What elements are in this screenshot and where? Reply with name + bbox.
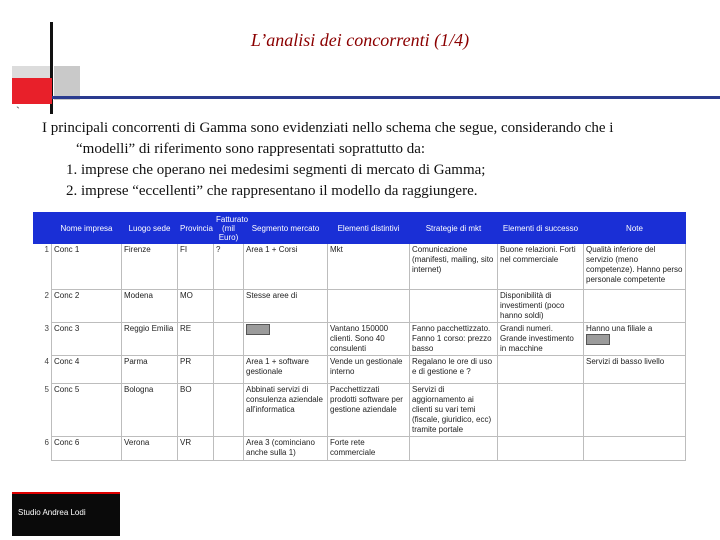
table-cell bbox=[328, 290, 410, 323]
table-cell bbox=[584, 290, 686, 323]
table-row bbox=[34, 384, 686, 437]
table-cell: Conc 3 bbox=[52, 323, 122, 356]
table-cell: Area 1 + software gestionale bbox=[244, 356, 328, 384]
table-cell: FI bbox=[178, 244, 214, 290]
table-cell bbox=[498, 384, 584, 437]
table-cell: Conc 5 bbox=[52, 384, 122, 437]
table-cell: Fanno pacchettizzato. Fanno 1 corso: prezzo basso bbox=[410, 323, 498, 356]
table-cell-text: Hanno una filiale a bbox=[586, 324, 653, 333]
table-header-cell: Luogo sede bbox=[122, 213, 178, 244]
slide-title: L’analisi dei concorrenti (1/4) bbox=[250, 30, 470, 50]
table-cell: Vende un gestionale interno bbox=[328, 356, 410, 384]
table-cell: Parma bbox=[122, 356, 178, 384]
table-cell: Qualità inferiore del servizio (meno competenze). Hanno perso personale competente bbox=[584, 244, 686, 290]
table-header-cell: Segmento mercato bbox=[244, 213, 328, 244]
bullet-mark: ` bbox=[16, 104, 20, 118]
table-cell bbox=[214, 437, 244, 461]
intro-text bbox=[42, 118, 712, 202]
table-cell: Area 1 + Corsi bbox=[244, 244, 328, 290]
table-cell bbox=[584, 437, 686, 461]
table-cell: Buone relazioni. Forti nel commerciale bbox=[498, 244, 584, 290]
table-cell: Reggio Emilia bbox=[122, 323, 178, 356]
table-cell bbox=[410, 290, 498, 323]
table-cell: Area 3 (cominciano anche sulla 1) bbox=[244, 437, 328, 461]
row-number: 1 bbox=[44, 245, 49, 254]
table-cell: Stesse aree di bbox=[244, 290, 328, 323]
table-cell: Forte rete commerciale bbox=[328, 437, 410, 461]
table-cell: Modena bbox=[122, 290, 178, 323]
table-header-cell: Elementi distintivi bbox=[328, 213, 410, 244]
footer-text: Studio Andrea Lodi bbox=[18, 508, 86, 517]
table-cell: MO bbox=[178, 290, 214, 323]
table-cell: Conc 2 bbox=[52, 290, 122, 323]
row-number: 4 bbox=[44, 356, 49, 366]
table-cell: RE bbox=[178, 323, 214, 356]
table-cell: ? bbox=[214, 244, 244, 290]
table-cell: Servizi di aggiornamento ai clienti su vari temi (fiscale, giuridico, ecc) tramite portale bbox=[410, 384, 498, 437]
table-header-cell: Strategie di mkt bbox=[410, 213, 498, 244]
table-cell: Regalano le ore di uso e di gestione e ? bbox=[410, 356, 498, 384]
table-cell bbox=[214, 290, 244, 323]
table-header-row bbox=[34, 213, 686, 244]
table-cell: Servizi di basso livello bbox=[584, 356, 686, 384]
table-cell: Disponibilità di investimenti (poco hanno soldi) bbox=[498, 290, 584, 323]
intro-line: I principali concorrenti di Gamma sono evidenziati nello schema che segue, considerando che i bbox=[42, 120, 614, 136]
table-cell: Comunicazione (manifesti, mailing, sito internet) bbox=[410, 244, 498, 290]
table-cell bbox=[584, 323, 686, 356]
footer-logo bbox=[12, 492, 120, 536]
table-cell bbox=[498, 437, 584, 461]
table-row bbox=[34, 437, 686, 461]
decor-gray-block bbox=[12, 66, 50, 78]
row-number: 6 bbox=[44, 437, 49, 447]
table-cell bbox=[410, 437, 498, 461]
intro-point: 2. imprese “eccellenti” che rappresentano il modello da raggiungere. bbox=[66, 183, 478, 199]
table-cell: Firenze bbox=[122, 244, 178, 290]
table-cell: BO bbox=[178, 384, 214, 437]
table-cell: Bologna bbox=[122, 384, 178, 437]
table-header-cell bbox=[34, 213, 52, 244]
table-cell bbox=[244, 323, 328, 356]
table-header-cell: Elementi di successo bbox=[498, 213, 584, 244]
table-row bbox=[34, 244, 686, 290]
table-header-cell: Provincia bbox=[178, 213, 214, 244]
decor-gray-square bbox=[54, 66, 80, 100]
decor-horizontal-line bbox=[52, 96, 720, 99]
table-cell: PR bbox=[178, 356, 214, 384]
gray-marker bbox=[586, 334, 610, 345]
table-header-cell: Note bbox=[584, 213, 686, 244]
table-cell: Grandi numeri. Grande investimento in macchine bbox=[498, 323, 584, 356]
table-cell bbox=[214, 356, 244, 384]
table-row bbox=[34, 356, 686, 384]
table-cell bbox=[214, 323, 244, 356]
table-cell: Pacchettizzati prodotti software per gestione aziendale bbox=[328, 384, 410, 437]
decor-red-block bbox=[12, 78, 52, 104]
table-header-cell: Nome impresa bbox=[52, 213, 122, 244]
table-cell: Verona bbox=[122, 437, 178, 461]
table-header-cell: Fatturato (mil Euro) bbox=[214, 213, 244, 244]
table-cell: Abbinati servizi di consulenza aziendale all'informatica bbox=[244, 384, 328, 437]
table-cell: Mkt bbox=[328, 244, 410, 290]
row-number: 5 bbox=[44, 384, 49, 394]
table-row bbox=[34, 323, 686, 356]
table-cell: VR bbox=[178, 437, 214, 461]
table-cell: Conc 6 bbox=[52, 437, 122, 461]
intro-point: 1. imprese che operano nei medesimi segmenti di mercato di Gamma; bbox=[66, 162, 486, 178]
table-cell bbox=[584, 384, 686, 437]
gray-marker bbox=[246, 324, 270, 335]
row-number: 3 bbox=[44, 323, 49, 333]
table-row bbox=[34, 290, 686, 323]
row-number: 2 bbox=[44, 290, 49, 300]
table-cell bbox=[498, 356, 584, 384]
table-cell bbox=[214, 384, 244, 437]
table-cell: Conc 1 bbox=[52, 244, 122, 290]
table-cell: Conc 4 bbox=[52, 356, 122, 384]
table-cell: Vantano 150000 clienti. Sono 40 consulenti bbox=[328, 323, 410, 356]
competitors-table bbox=[33, 212, 686, 461]
intro-line: “modelli” di riferimento sono rappresentati soprattutto da: bbox=[76, 141, 426, 157]
